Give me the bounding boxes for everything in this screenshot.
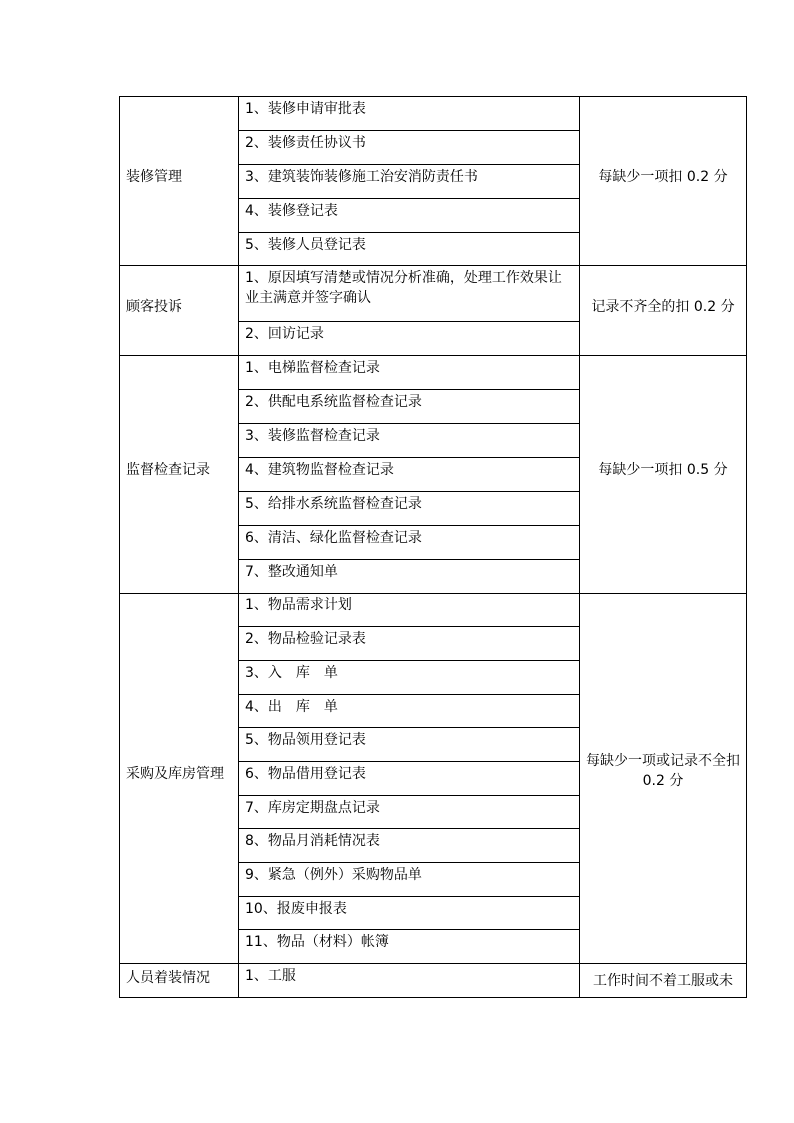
row-divider [238, 423, 579, 424]
row-divider [238, 491, 579, 492]
row-divider [238, 626, 579, 627]
row-divider [238, 559, 579, 560]
section-divider [120, 355, 746, 356]
row-divider [238, 795, 579, 796]
row-divider [238, 896, 579, 897]
row-divider [238, 525, 579, 526]
item-label: 2、物品检验记录表 [245, 631, 366, 647]
row-divider [238, 929, 579, 930]
category-label: 采购及库房管理 [126, 766, 224, 782]
deduction-rule: 每缺少一项扣 0.5 分 [598, 462, 728, 478]
row-divider [238, 457, 579, 458]
item-label: 1、电梯监督检查记录 [245, 360, 380, 376]
item-label: 2、回访记录 [245, 326, 324, 342]
row-divider [238, 389, 579, 390]
item-label: 7、整改通知单 [245, 564, 338, 580]
row-divider [238, 232, 579, 233]
inspection-table [119, 96, 747, 998]
row-divider [238, 321, 579, 322]
category-label: 装修管理 [126, 169, 182, 185]
item-label: 8、物品月消耗情况表 [245, 833, 380, 849]
row-divider [238, 164, 579, 165]
column-divider [579, 97, 580, 997]
row-divider [238, 198, 579, 199]
item-label: 1、装修申请审批表 [245, 101, 366, 117]
item-label: 9、紧急（例外）采购物品单 [245, 867, 422, 883]
row-divider [238, 694, 579, 695]
row-divider [238, 761, 579, 762]
item-label: 2、供配电系统监督检查记录 [245, 394, 422, 410]
item-label: 10、报废申报表 [245, 901, 347, 917]
row-divider [238, 130, 579, 131]
deduction-rule: 每缺少一项扣 0.2 分 [598, 169, 728, 185]
item-label: 2、装修责任协议书 [245, 135, 366, 151]
item-label: 4、装修登记表 [245, 203, 338, 219]
item-label: 4、建筑物监督检查记录 [245, 462, 394, 478]
item-label: 4、出 库 单 [245, 699, 338, 715]
item-label: 5、装修人员登记表 [245, 237, 366, 253]
category-label: 人员着装情况 [126, 970, 210, 986]
row-divider [238, 828, 579, 829]
item-label: 1、原因填写清楚或情况分析准确，处理工作效果让业主满意并签字确认 [245, 270, 562, 306]
item-label: 3、建筑装饰装修施工治安消防责任书 [245, 169, 478, 185]
item-label: 5、物品领用登记表 [245, 732, 366, 748]
item-label: 3、入 库 单 [245, 665, 338, 681]
row-divider [238, 727, 579, 728]
deduction-rule: 记录不齐全的扣 0.2 分 [591, 299, 735, 315]
category-label: 顾客投诉 [126, 299, 182, 315]
item-label: 6、物品借用登记表 [245, 766, 366, 782]
item-label: 1、工服 [245, 968, 296, 984]
section-divider [120, 963, 746, 964]
item-label: 6、清洁、绿化监督检查记录 [245, 530, 422, 546]
item-label: 1、物品需求计划 [245, 597, 352, 613]
item-label: 3、装修监督检查记录 [245, 428, 380, 444]
section-divider [120, 593, 746, 594]
item-label: 11、物品（材料）帐簿 [245, 934, 389, 950]
category-label: 监督检查记录 [126, 462, 210, 478]
item-label: 5、给排水系统监督检查记录 [245, 496, 422, 512]
section-divider [120, 265, 746, 266]
deduction-rule: 工作时间不着工服或未 [593, 973, 733, 989]
row-divider [238, 862, 579, 863]
row-divider [238, 660, 579, 661]
deduction-rule: 每缺少一项或记录不全扣 0.2 分 [586, 753, 740, 789]
item-label: 7、库房定期盘点记录 [245, 800, 380, 816]
